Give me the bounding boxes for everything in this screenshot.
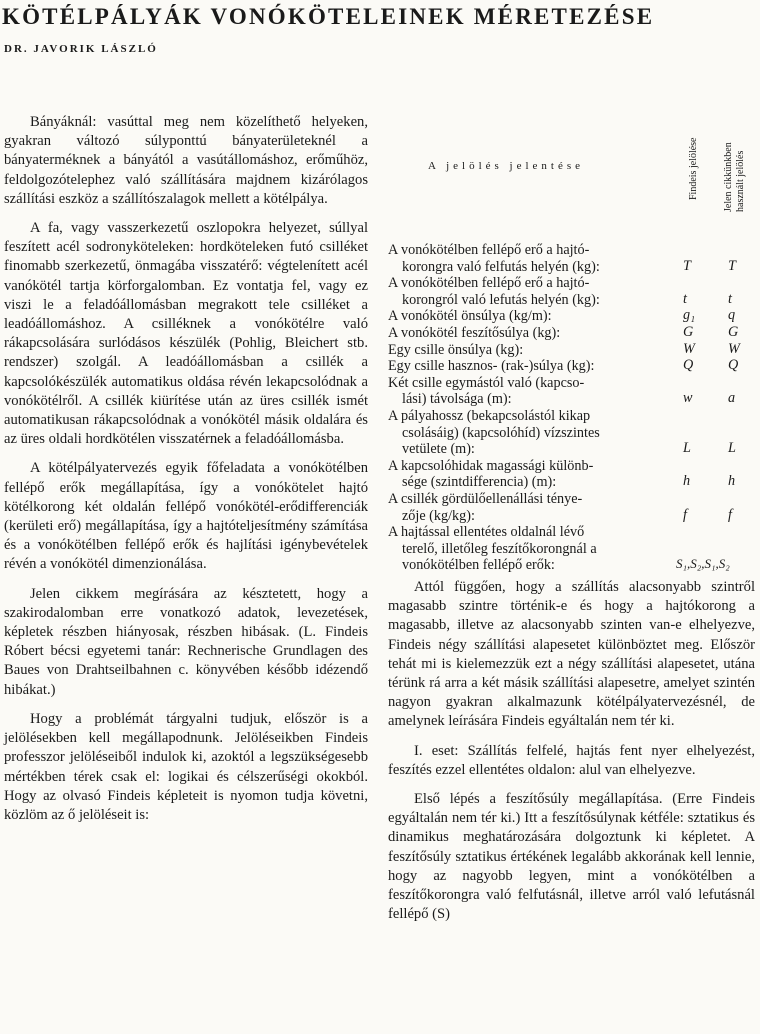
paragraph: Bányáknál: vasúttal meg nem közelíthető helyeken, gyakran változó súlyponttú bányaterületeknél a bányaterméknek a bányától a vasútállomáshoz, erőműhöz, feldolgozótelephez való szállítására majdnem kizárólagos szállítási eszköz a szállítószalagok mellett a kötélpálya. bbox=[4, 114, 368, 207]
current-symbol: W bbox=[728, 340, 740, 357]
findeis-symbol: G bbox=[683, 323, 694, 340]
findeis-symbol: t bbox=[683, 290, 687, 307]
notation-description bbox=[388, 325, 676, 342]
notation-description bbox=[388, 308, 676, 325]
description-line: vetülete (m): bbox=[402, 441, 475, 458]
table-row bbox=[388, 491, 756, 524]
description-line: A pályahossz (bekapcsolástól kikap bbox=[388, 407, 591, 424]
paragraph: I. eset: Szállítás felfelé, hajtás fent nyer elhelyezést, feszítés ezzel ellentétes oldalon: alul van elhelyezve. bbox=[388, 742, 755, 778]
findeis-symbol: g₁ bbox=[683, 307, 696, 324]
combined-symbols: S₁,S₂,S₁,S₂ bbox=[676, 556, 730, 572]
table-row bbox=[388, 308, 756, 325]
notation-description bbox=[388, 408, 676, 458]
description-line: A vonókötél önsúlya (kg/m): bbox=[388, 308, 552, 325]
description-line: korongra való felfutás helyén (kg): bbox=[402, 258, 600, 275]
paragraph: Első lépés a feszítősúly megállapítása. (Erre Findeis egyáltalán nem tér ki.) Itt a feszítősúlynak kétféle: sztatikus és dinamikus meghatározására dolgoztunk ki képletet. A feszítősúly sztatikus értékének legalább akkorának kell lennie, hogy az nagyobb legyen, mint a vonókötélben a feszítőkorongra való felfutásnál, illetve arról való lefutásnál fellépő (S) bbox=[388, 791, 755, 923]
current-symbol: h bbox=[728, 473, 736, 490]
description-line: A csillék gördülőellenállási ténye- bbox=[388, 490, 583, 507]
paragraph: Attól függően, hogy a szállítás alacsonyabb szintről magasabb szintre történik-e és hogy a hajtókorong a magasabb, illetve az alacsonyabb szinten van-e elhelyezve, Findeis négy szállítási alapesetet különböztet meg. Először tehát mi is kielemezzük ezt a négy szállítási alapesetet, utána térünk rá arra a két másik szállítási alapesetre, amelyet szintén nagyon gyakran alkalmazunk kötélpályatervezésnél, de amelynek leírására Findeis egyáltalán nem tér ki. bbox=[388, 579, 755, 730]
notation-description bbox=[388, 491, 676, 524]
findeis-symbol: T bbox=[683, 257, 691, 274]
current-symbol: t bbox=[728, 290, 732, 307]
table-row bbox=[388, 458, 756, 491]
notation-description bbox=[388, 458, 676, 491]
table-row bbox=[388, 325, 756, 342]
findeis-symbol: W bbox=[683, 340, 695, 357]
paragraph: A kötélpályatervezés egyik főfeladata a vonókötélben fellépő erők megállapítása, így a vonókötelet hajtó kötélkorong két oldalán fellépő vonókötél-erődifferenciák (kerületi erő) megállapítása, így a hajtóteljesítmény számítása és a vonókötélben fellépő erők és hajlítási igénybevételek révén a vonókötél dimenzionálása. bbox=[4, 460, 368, 573]
description-line: A vonókötél feszítősúlya (kg): bbox=[388, 324, 561, 341]
description-line: Egy csille önsúlya (kg): bbox=[388, 341, 524, 358]
description-line: lási) távolsága (m): bbox=[402, 391, 512, 408]
current-symbol: q bbox=[728, 307, 736, 324]
description-line: A hajtással ellentétes oldalnál lévő bbox=[388, 524, 585, 541]
description-line: korongról való lefutás helyén (kg): bbox=[402, 291, 600, 308]
table-header bbox=[388, 112, 756, 237]
left-column bbox=[4, 113, 368, 825]
findeis-column-header: Findeis jelölése bbox=[688, 137, 699, 200]
current-column-header bbox=[723, 112, 747, 212]
current-symbol: G bbox=[728, 323, 739, 340]
description-line: Két csille egymástól való (kapcso- bbox=[388, 374, 585, 391]
table-row bbox=[388, 242, 756, 275]
article-title: KÖTÉLPÁLYÁK VONÓKÖTELEINEK MÉRETEZÉSE bbox=[2, 4, 655, 29]
table-row bbox=[388, 275, 756, 308]
description-line: vonókötélben fellépő erők: bbox=[402, 557, 555, 574]
current-symbol: f bbox=[728, 506, 732, 523]
current-symbol: a bbox=[728, 390, 736, 407]
findeis-symbol: Q bbox=[683, 357, 694, 374]
current-column-header-line2: használt jelölés bbox=[735, 150, 746, 212]
table-row bbox=[388, 342, 756, 359]
current-symbol: Q bbox=[728, 357, 739, 374]
description-line: A vonókötélben fellépő erő a hajtó- bbox=[388, 242, 590, 258]
table-row bbox=[388, 358, 756, 375]
findeis-symbol: L bbox=[683, 440, 691, 457]
right-column bbox=[388, 578, 755, 924]
notation-description bbox=[388, 375, 676, 408]
description-line: A vonókötélben fellépő erő a hajtó- bbox=[388, 275, 590, 292]
description-line: terelő, illetőleg feszítőkorongnál a bbox=[402, 540, 597, 557]
description-line: sége (szintdifferencia) (m): bbox=[402, 474, 557, 491]
notation-description bbox=[388, 358, 676, 375]
notation-description bbox=[388, 275, 676, 308]
current-symbol: L bbox=[728, 440, 736, 457]
paragraph: Jelen cikkem megírására az késztetett, hogy a szakirodalomban erre vonatkozó adatok, levezetések, képletek részben hiányosak, részben hibásak. (L. Findeis Róbert bécsi egyetemi tanár: Rechnerische Grundlagen des Baues von Drahtseilbahnen c. könyvében később idézendő hibákat.) bbox=[4, 585, 368, 698]
notation-description bbox=[388, 242, 676, 275]
table-rows bbox=[388, 242, 756, 574]
notation-description bbox=[388, 342, 676, 359]
description-line: csolásáig) (kapcsolóhíd) vízszintes bbox=[402, 424, 600, 441]
table-row bbox=[388, 524, 756, 574]
current-column-header-line1: Jelen cikkünkben bbox=[723, 142, 734, 212]
findeis-symbol: w bbox=[683, 390, 693, 407]
paragraph: A fa, vagy vasszerkezetű oszlopokra helyezet, súllyal feszített acél sodronyköteleken: hordköteleken futó csilléket finomabb szerkezetű, önmagába visszatérő: végtelenített acél vanókötél tartja körforgalomban. Ez vontatja fel, vagy ez viszi le a feladóállomásban megrakott tele csilléket a leadóállomáshoz. A csilléknek a vonókötélre való rákapcsolására surlódásos készülék (Pohlig, Bleichert stb. rendszer) szolgál. A leadóállomásban a csillék a kapcsolókészülék automatikus oldása révén lekapcsolódnak a vonókötélről. A csillék kiürítése után az üres csillék ismét automatikusan rákapcsolódnak a vonókötél másik oldalára és az üres oldali hordkötélen visszatérnek a feladóállomásba. bbox=[4, 220, 368, 448]
description-line: A kapcsolóhidak magassági különb- bbox=[388, 457, 594, 474]
paragraph: Hogy a problémát tárgyalni tudjuk, először is a jelölésekben kell megállapodnunk. Jelöléseikben Findeis professzor jelöléseiből indulok ki, azoktól a legszükségesebb mértékben térek csak el: logikai és célszerűségi okokból. Hogy az olvasó Findeis képleteit is nyomon tudja követni, közlöm az ő jelöléseit is: bbox=[4, 710, 368, 823]
notation-description bbox=[388, 524, 676, 574]
table-row bbox=[388, 408, 756, 458]
current-symbol: T bbox=[728, 257, 736, 274]
findeis-symbol: f bbox=[683, 506, 687, 523]
author-name: DR. JAVORIK LÁSZLÓ bbox=[4, 43, 158, 55]
description-line: Egy csille hasznos- (rak-)súlya (kg): bbox=[388, 358, 595, 375]
table-caption: A jelölés jelentése bbox=[428, 160, 585, 172]
notation-table bbox=[388, 112, 756, 572]
description-line: zője (kg/kg): bbox=[402, 507, 475, 524]
table-row bbox=[388, 375, 756, 408]
findeis-symbol: h bbox=[683, 473, 691, 490]
